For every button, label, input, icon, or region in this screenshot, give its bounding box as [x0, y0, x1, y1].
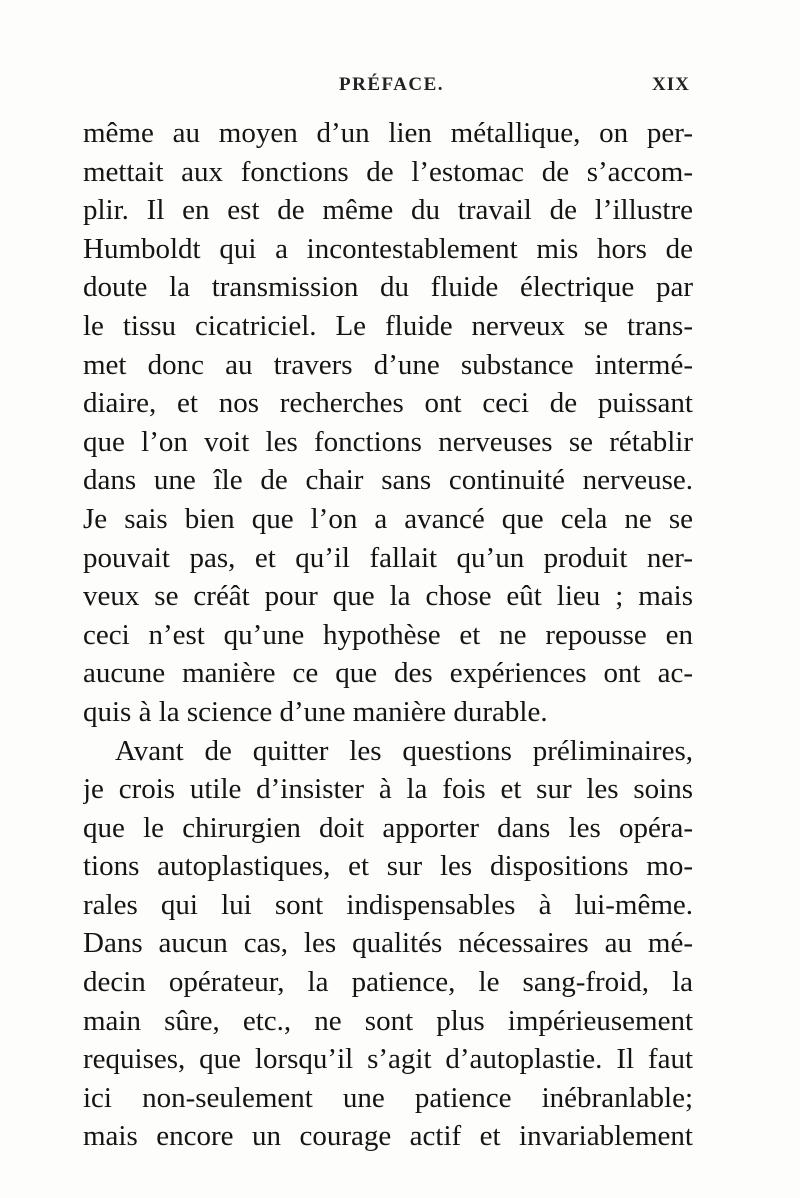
body-text	[83, 114, 693, 1156]
text-line: plir. Il en est de même du travail de l’illustre	[83, 194, 693, 227]
text-line: veux se créât pour que la chose eût lieu ; mais	[83, 580, 693, 613]
text-line: quis à la science d’une manière durable.	[83, 695, 548, 728]
text-line: main sûre, etc., ne sont plus impérieusement	[83, 1004, 693, 1037]
running-head-title: PRÉFACE.	[339, 74, 445, 95]
text-line: doute la transmission du fluide électrique par	[83, 271, 693, 304]
text-line: aucune manière ce que des expériences ont ac-	[83, 657, 693, 690]
page-number: XIX	[652, 74, 690, 95]
text-line: même au moyen d’un lien métallique, on per-	[83, 117, 693, 149]
text-line: tions autoplastiques, et sur les dispositions mo-	[83, 850, 693, 883]
text-line: Dans aucun cas, les qualités nécessaires au mé-	[83, 927, 693, 960]
text-line: pouvait pas, et qu’il fallait qu’un produit ner-	[83, 541, 693, 574]
text-line: Humboldt qui a incontestablement mis hors de	[83, 232, 693, 265]
text-line: ici non-seulement une patience inébranlable;	[83, 1081, 693, 1114]
text-line: requises, que lorsqu’il s’agit d’autoplastie. Il faut	[83, 1043, 693, 1076]
text-line: diaire, et nos recherches ont ceci de puissant	[83, 387, 693, 420]
text-line: que l’on voit les fonctions nerveuses se rétablir	[83, 425, 693, 458]
text-line: je crois utile d’insister à la fois et sur les soins	[83, 773, 693, 806]
text-line: mais encore un courage actif et invariablement	[83, 1120, 693, 1153]
text-line: ceci n’est qu’une hypothèse et ne repousse en	[83, 618, 693, 651]
text-line: Je sais bien que l’on a avancé que cela ne se	[83, 502, 693, 535]
text-line: dans une île de chair sans continuité nerveuse.	[83, 464, 693, 497]
text-line: le tissu cicatriciel. Le fluide nerveux se trans-	[83, 309, 693, 342]
text-line: que le chirurgien doit apporter dans les opéra-	[83, 811, 693, 844]
text-line: Avant de quitter les questions préliminaires,	[115, 734, 693, 767]
text-line: decin opérateur, la patience, le sang-froid, la	[83, 966, 693, 999]
running-head	[0, 74, 800, 102]
text-line: met donc au travers d’une substance intermé-	[83, 348, 693, 381]
text-line: rales qui lui sont indispensables à lui-même.	[83, 888, 693, 921]
text-line: mettait aux fonctions de l’estomac de s’accom-	[83, 155, 693, 188]
